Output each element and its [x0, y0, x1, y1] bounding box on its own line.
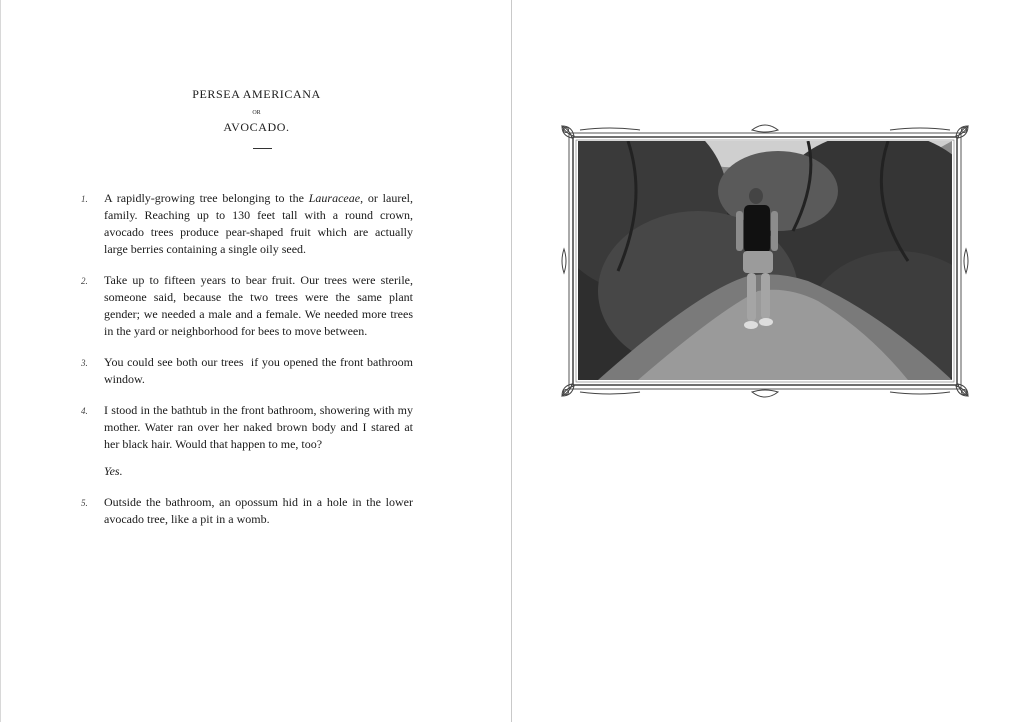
item-text-part: A rapidly-growing tree belonging to the [104, 191, 309, 205]
list-item [81, 354, 416, 388]
item-number: 2. [81, 276, 88, 286]
item-text [104, 190, 413, 258]
list-item [81, 190, 413, 258]
item-number: 5. [81, 498, 88, 508]
walking-path-photo [578, 141, 952, 380]
item-number: 1. [81, 194, 88, 204]
photo-frame [560, 124, 970, 398]
item-text: You could see both our trees if you opened the front bathroom window. [104, 355, 416, 386]
left-page [0, 0, 511, 722]
item-text: I stood in the bathtub in the front bathroom, showering with my mother. Water ran over her naked brown body and I stared at her black hair. Would that happen to me, too? [104, 403, 413, 451]
list-item [81, 494, 413, 528]
yes-line: Yes. [104, 464, 123, 478]
title-line-1: PERSEA AMERICANA [192, 87, 321, 101]
photo-scene [578, 141, 952, 380]
title-or: or [252, 106, 261, 116]
item-text-italic: Lauraceae [308, 191, 361, 205]
item-text: Outside the bathroom, an opossum hid in a hole in the lower avocado tree, like a pit in a womb. [104, 495, 413, 526]
item-text: Take up to fifteen years to bear fruit. Our trees were sterile, someone said, because the two trees were the same plant gender; we needed a male and a female. We needed more trees in the yard or neighborhood for bees to move between. [104, 273, 413, 338]
item-number: 4. [81, 406, 88, 416]
list-item [81, 402, 413, 453]
item-text-part: , or laurel, family. Reaching up to 130 feet tall with a round crown, avocado trees produce pear-shaped fruit which are actually large berries containing a single oily seed. [104, 191, 413, 256]
numbered-list [81, 190, 416, 528]
list-item [81, 272, 413, 340]
item-number: 3. [81, 358, 88, 368]
title-rule [253, 148, 272, 149]
title-line-2: AVOCADO. [223, 120, 290, 134]
